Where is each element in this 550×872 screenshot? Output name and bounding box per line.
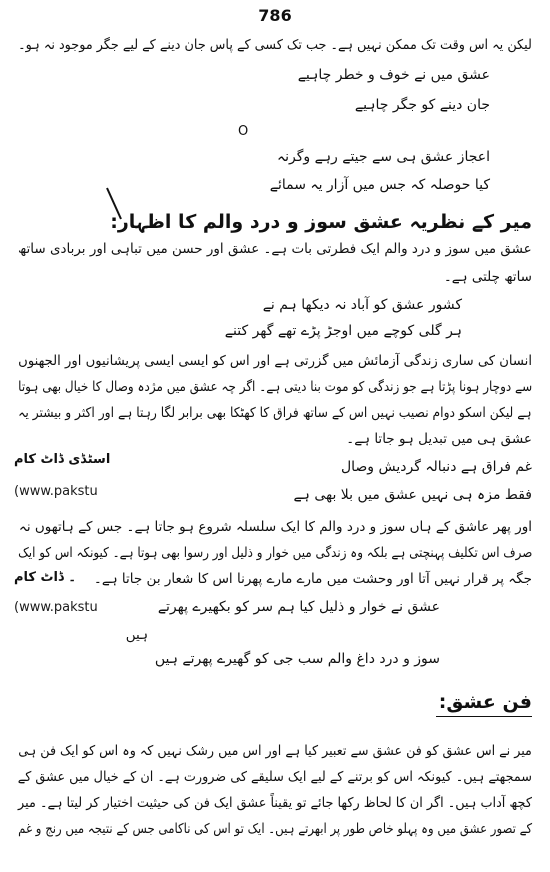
verse-line: عشق نے خوار و ذلیل کیا ہم سر کو بکھیرے پھرتے [157,599,440,615]
paragraph-line: عشق میں سوز و درد والم ایک فطرتی بات ہے۔ عشق اور حسن میں تباہی اور بربادی ساتھ [18,241,532,257]
verse-line: سوز و درد داغ والم سب جی کو گھیرے پھرتے ہیں [154,651,440,667]
paragraph-line: عشق ہی میں تبدیل ہو جاتا ہے۔ [346,431,532,447]
heading-underline [436,716,532,717]
paragraph-line: کچھ آداب ہیں۔ اگر ان کا لحاظ رکھا جائے تو یقیناً عشق ایک فن کی حیثیت اختیار کر لیتا ہے۔ میر [18,795,532,811]
verse-line: کیا حوصلہ کہ جس میں آزار یہ سمائے [269,177,490,193]
verse-line-continuation: ہیں [125,627,148,643]
paragraph-line: لیکن یہ اس وقت تک ممکن نہیں ہے۔ جب تک کسی کے پاس جان دینے کے لیے جگر موجود نہ ہو۔ [18,37,532,53]
verse-line: اعجاز عشق ہی سے جیتے رہے وگرنہ [276,149,490,165]
verse-line: عشق میں نے خوف و خطر چاہیے [297,67,490,83]
page-number: 786 [258,6,292,25]
paragraph-line: سمجھتے ہیں۔ کیونکہ اس کو برتنے کے لیے ایک سلیقے کی ضرورت ہے۔ ان کے خیال میں عشق کے [17,769,532,785]
paragraph-line: ہے لیکن اسکو دوام نصیب نہیں اس کے ساتھ فراق کا کھٹکا بھی برابر لگا رہتا ہے اور اکثر و بیشتر یہ [18,405,532,421]
watermark-url: (www.pakstu [14,600,98,615]
verse-separator-ornament: O [238,124,249,139]
verse-line: فقط مزہ ہی نہیں عشق میں بلا بھی ہے [293,487,532,503]
watermark-urdu: اسٹڈی ڈاٹ کام [14,452,111,467]
verse-line: غم فراق ہے دنبالہ گردیش وصال [340,459,532,475]
section-heading: میر کے نظریہ عشق سوز و درد والم کا اظہار: [110,211,532,233]
paragraph-line: جگہ پر قرار نہیں آتا اور وحشت میں مارے مارے پھرنا اس کا شعار بن جاتا ہے۔ [93,571,532,587]
verse-line: ہر گلی کوچے میں اوجڑ پڑے تھے گھر کتنے [224,323,462,339]
paragraph-line: اور پھر عاشق کے ہاں سوز و درد والم کا ایک سلسلہ شروع ہو جاتا ہے۔ جس کے ہاتھوں نہ [18,519,532,535]
section-heading: فن عشق: [438,691,532,713]
paragraph-line: سے دوچار ہونا پڑتا ہے جو زندگی کو موت بنا دیتی ہے۔ اگر چہ عشق میں مژدہ وصال کا خیال بھی ہوتا [18,379,532,395]
watermark-urdu: ۔ ڈاٹ کام [14,570,76,585]
paragraph-line: ساتھ چلتی ہے۔ [443,269,532,285]
paragraph-line: کے تصور عشق میں وہ پہلو خاص طور پر ابھرتے ہیں۔ ایک تو اس کی ناکامی جس کے نتیجہ میں رنج و غم [18,821,532,837]
paragraph-line: صرف اس تکلیف پہنچتی ہے بلکہ وہ زندگی میں خوار و ذلیل اور رسوا بھی ہوتا ہے۔ کیونکہ اس کو ایک [17,545,532,561]
paragraph-line: انسان کی ساری زندگی آزمائش میں گزرتی ہے اور اس کو ایسی ایسی پریشانیوں اور الجھنوں [18,353,532,369]
verse-line: جان دینے کو جگر چاہیے [354,97,490,113]
paragraph-line: میر نے اس عشق کو فن عشق سے تعبیر کیا ہے اور اس میں رشک نہیں کہ وہ اس کو ایک فن ہی [18,743,532,759]
verse-line: کشور عشق کو آباد نہ دیکھا ہم نے [262,297,462,313]
watermark-url: (www.pakstu [14,484,98,499]
